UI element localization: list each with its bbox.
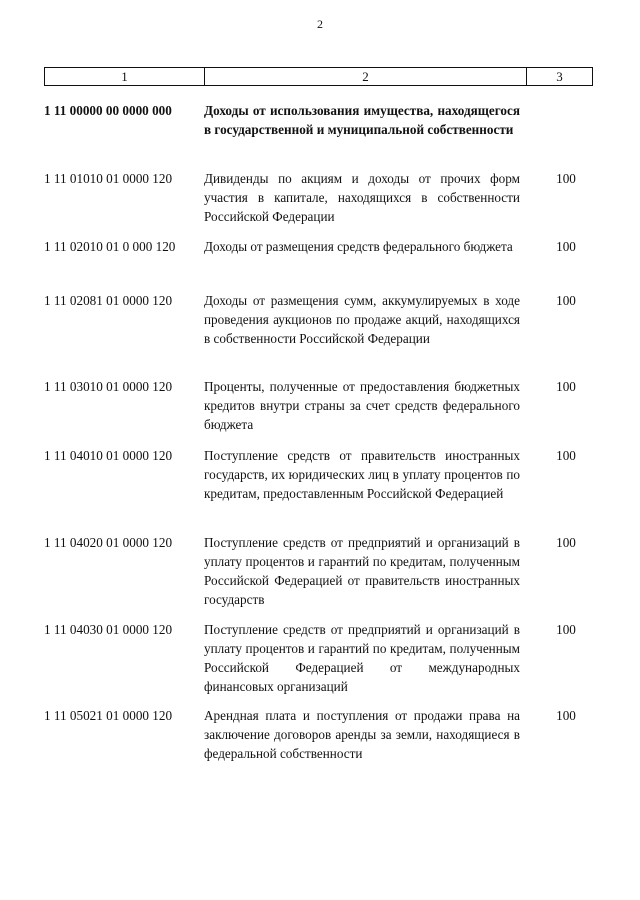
row-code: 1 11 02081 01 0000 120: [44, 293, 173, 308]
row-value: 100: [556, 171, 576, 186]
row-value: 100: [556, 448, 576, 463]
row-description: Поступление средств от правительств иностранных государств, их юридических лиц в уплату процентов по кредитам, предоставленным Российской Федерацией: [204, 448, 520, 501]
row-code: 1 11 03010 01 0000 120: [44, 379, 173, 394]
row-value: 100: [556, 535, 576, 550]
row-description: Проценты, полученные от предоставления бюджетных кредитов внутри страны за счет средств федерального бюджета: [204, 379, 520, 432]
column-header-table: [44, 67, 593, 86]
row-code: 1 11 04020 01 0000 120: [44, 535, 173, 550]
row-value: 100: [556, 379, 576, 394]
row-value: 100: [556, 708, 576, 723]
row-description: Доходы от использования имущества, находящегося в государственной и муниципальной собственности: [204, 103, 520, 137]
row-code: 1 11 04030 01 0000 120: [44, 622, 173, 637]
column-header-row: [45, 68, 593, 86]
row-code: 1 11 01010 01 0000 120: [44, 171, 173, 186]
page-number: 2: [317, 17, 323, 31]
row-description: Поступление средств от предприятий и организаций в уплату процентов и гарантий по кредитам, полученным Российской Федерацией от правительств иностранных государств: [204, 535, 520, 607]
row-description: Арендная плата и поступления от продажи права на заключение договоров аренды за земли, находящиеся в федеральной собственности: [204, 708, 520, 761]
row-description: Дивиденды по акциям и доходы от прочих форм участия в капитале, находящихся в собственности Российской Федерации: [204, 171, 520, 224]
column-header-3: 3: [527, 68, 593, 86]
row-code: 1 11 00000 00 0000 000: [44, 103, 172, 118]
column-header-1: 1: [45, 68, 205, 86]
row-code: 1 11 05021 01 0000 120: [44, 708, 173, 723]
row-description: Поступление средств от предприятий и организаций в уплату процентов и гарантий по кредитам, полученным Российской Федерацией от международных финансовых организаций: [204, 622, 520, 694]
row-code: 1 11 02010 01 0 000 120: [44, 239, 176, 254]
row-description: Доходы от размещения средств федерального бюджета: [204, 239, 513, 254]
row-value: 100: [556, 239, 576, 254]
row-value: 100: [556, 293, 576, 308]
column-header-2: 2: [205, 68, 527, 86]
row-description: Доходы от размещения сумм, аккумулируемых в ходе проведения аукционов по продаже акций, находящихся в собственности Российской Федерации: [204, 293, 520, 346]
row-value: 100: [556, 622, 576, 637]
row-code: 1 11 04010 01 0000 120: [44, 448, 173, 463]
